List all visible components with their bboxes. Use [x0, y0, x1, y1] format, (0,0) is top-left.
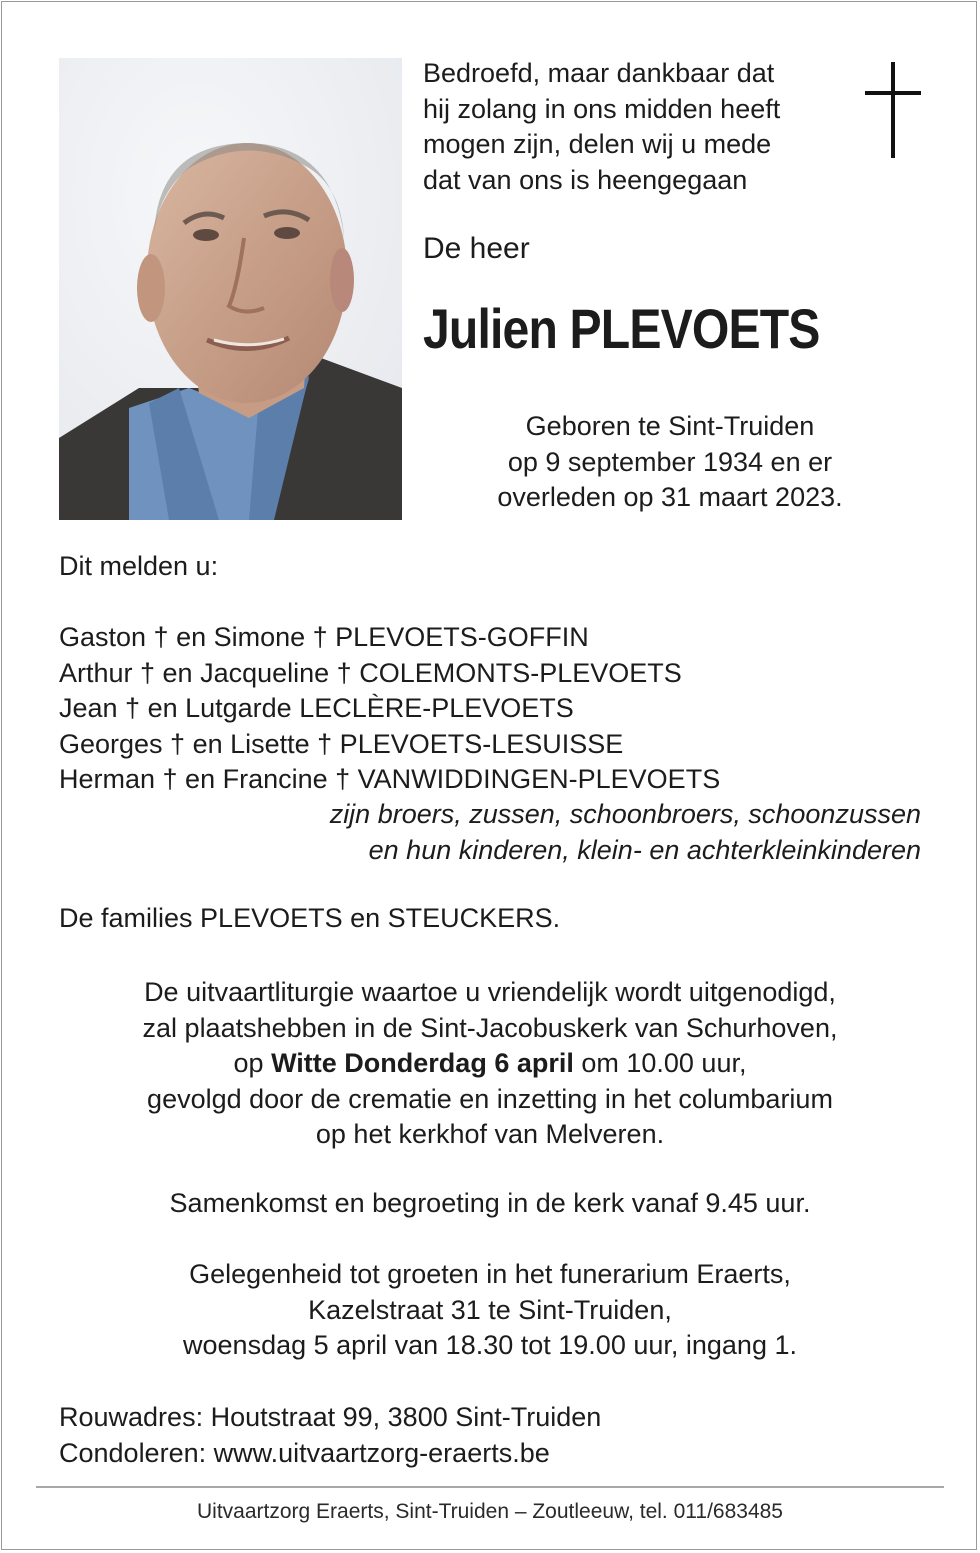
address-line: Rouwadres: Houtstraat 99, 3800 Sint-Truiden — [59, 1402, 602, 1432]
family-list — [59, 620, 720, 798]
funeral-details — [0, 975, 980, 1153]
visitation-details — [0, 1257, 980, 1364]
meeting-line: Samenkomst en begroeting in de kerk vanaf 9.45 uur. — [169, 1188, 811, 1218]
born-line: overleden op 31 maart 2023. — [497, 482, 843, 512]
funeral-line: op het kerkhof van Melveren. — [315, 1119, 665, 1149]
announce-label: Dit melden u: — [59, 551, 219, 581]
funeral-date: Witte Donderdag 6 april — [271, 1048, 574, 1078]
footer-text: Uitvaartzorg Eraerts, Sint-Truiden – Zoutleeuw, tel. 011/683485 — [197, 1500, 783, 1523]
intro-line: mogen zijn, delen wij u mede — [423, 129, 772, 159]
cross-icon — [865, 62, 921, 158]
portrait-photo — [59, 58, 402, 520]
born-line: op 9 september 1934 en er — [507, 446, 833, 477]
funeral-line: zal plaatshebben in de Sint-Jacobuskerk van Schurhoven, — [142, 1012, 838, 1043]
birth-death-info — [440, 409, 900, 516]
intro-line: dat van ons is heengegaan — [423, 164, 748, 195]
footer-divider — [36, 1486, 944, 1488]
funeral-line: op — [233, 1048, 272, 1078]
relation-text — [330, 797, 921, 868]
intro-line: Bedroefd, maar dankbaar dat — [423, 58, 775, 88]
funeral-line: gevolgd door de crematie en inzetting in het columbarium — [147, 1083, 833, 1114]
contact-info — [59, 1400, 601, 1471]
family-line: Gaston † en Simone † PLEVOETS-GOFFIN — [59, 622, 589, 652]
funeral-line: om 10.00 uur, — [573, 1048, 747, 1078]
visitation-line: Kazelstraat 31 te Sint-Truiden, — [308, 1294, 672, 1325]
visitation-line: woensdag 5 april van 18.30 tot 19.00 uur, ingang 1. — [183, 1330, 797, 1360]
families-line: De families PLEVOETS en STEUCKERS. — [59, 903, 561, 933]
intro-line: hij zolang in ons midden heeft — [423, 93, 781, 124]
family-line: Georges † en Lisette † PLEVOETS-LESUISSE — [59, 728, 624, 759]
family-line: Herman † en Francine † VANWIDDINGEN-PLEVOETS — [59, 764, 721, 794]
intro-text — [423, 56, 843, 198]
deceased-name: Julien PLEVOETS — [423, 297, 820, 360]
born-line: Geboren te Sint-Truiden — [525, 411, 815, 441]
family-line: Arthur † en Jacqueline † COLEMONTS-PLEVOETS — [59, 657, 682, 688]
family-line: Jean † en Lutgarde LECLÈRE-PLEVOETS — [59, 693, 574, 723]
funeral-line: De uitvaartliturgie waartoe u vriendelijk wordt uitgenodigd, — [144, 977, 836, 1007]
condolence-line: Condoleren: www.uitvaartzorg-eraerts.be — [59, 1437, 550, 1468]
visitation-line: Gelegenheid tot groeten in het funerarium Eraerts, — [189, 1259, 791, 1289]
relation-line: en hun kinderen, klein- en achterkleinkinderen — [368, 834, 921, 865]
relation-line: zijn broers, zussen, schoonbroers, schoonzussen — [329, 799, 921, 829]
title-prefix: De heer — [423, 232, 530, 265]
